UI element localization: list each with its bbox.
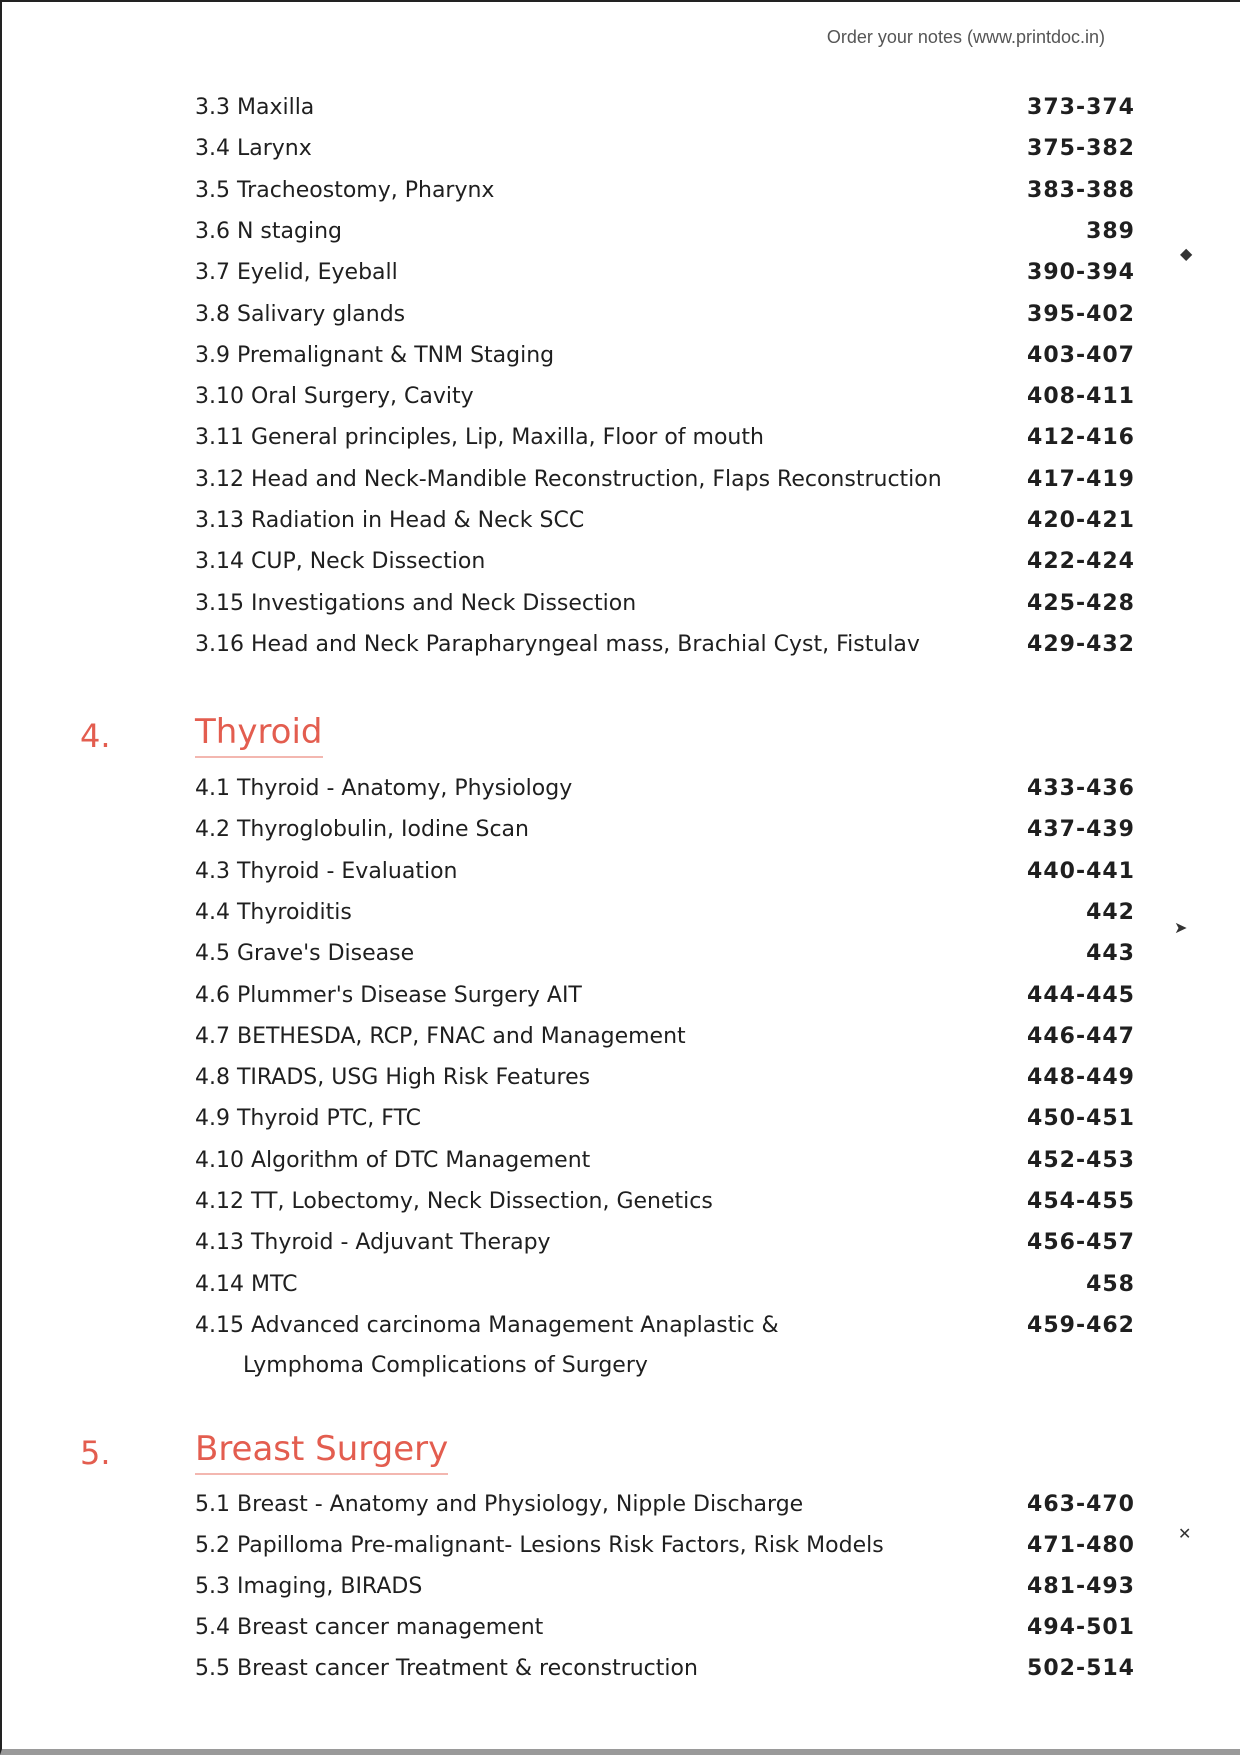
toc-entry-pages: 403-407	[1027, 342, 1135, 368]
toc-entry	[195, 1312, 1135, 1378]
toc-entry	[195, 467, 1135, 507]
toc-entry-pages: 375-382	[1027, 136, 1135, 162]
scan-mark-icon: ➤	[1174, 918, 1188, 937]
toc-entry-pages: 494-501	[1027, 1615, 1135, 1640]
toc-entry-label: 3.6 N staging	[195, 218, 342, 244]
toc-entry	[195, 1492, 1135, 1532]
toc-entry-label: 4.1 Thyroid - Anatomy, Physiology	[195, 776, 573, 801]
toc-entry-label: 4.3 Thyroid - Evaluation	[195, 858, 458, 884]
toc-entry-label: 3.5 Tracheostomy, Pharynx	[195, 177, 495, 203]
toc-entry	[195, 1533, 1135, 1573]
toc-entry-label: 4.13 Thyroid - Adjuvant Therapy	[195, 1230, 551, 1256]
toc-entry-label: 3.4 Larynx	[195, 136, 312, 162]
toc-entry-pages: 425-428	[1027, 590, 1135, 616]
toc-entry	[195, 1106, 1135, 1146]
toc-entry	[195, 136, 1135, 176]
toc-entry-label: 3.3 Maxilla	[195, 95, 315, 120]
toc-entry-pages: 463-470	[1027, 1492, 1135, 1517]
toc-entry	[195, 983, 1135, 1023]
toc-entry-label: 5.5 Breast cancer Treatment & reconstruction	[195, 1656, 698, 1681]
toc-entry-pages: 417-419	[1027, 466, 1135, 492]
toc-entry-pages: 443	[1086, 941, 1135, 967]
toc-entry	[195, 1189, 1135, 1229]
toc-entry	[195, 549, 1135, 589]
toc-entry-pages: 437-439	[1027, 817, 1135, 843]
toc-entry-label: 5.1 Breast - Anatomy and Physiology, Nipple Discharge	[195, 1492, 804, 1517]
section-4-title: Thyroid	[195, 712, 323, 758]
toc-entry	[195, 900, 1135, 940]
toc-entry-pages: 442	[1086, 899, 1135, 925]
toc-entry-pages: 440-441	[1027, 858, 1135, 884]
toc-entry-label: 4.4 Thyroiditis	[195, 899, 352, 925]
toc-entry-pages: 450-451	[1027, 1106, 1135, 1132]
toc-entry-pages: 383-388	[1027, 177, 1135, 203]
toc-entry	[195, 1574, 1135, 1614]
toc-entry-pages: 429-432	[1027, 631, 1135, 657]
toc-entry	[195, 1656, 1135, 1696]
toc-entry-label: 3.8 Salivary glands	[195, 301, 406, 327]
scan-mark-icon: ✕	[1178, 1524, 1192, 1543]
toc-entry-pages: 481-493	[1027, 1574, 1135, 1599]
toc-entry	[195, 1615, 1135, 1655]
toc-entry-label: 3.7 Eyelid, Eyeball	[195, 260, 398, 286]
toc-entry-label: 5.4 Breast cancer management	[195, 1615, 544, 1640]
toc-entry-label: 3.14 CUP, Neck Dissection	[195, 549, 486, 575]
toc-entry-label: 4.8 TIRADS, USG High Risk Features	[195, 1065, 591, 1091]
toc-entry-pages: 448-449	[1027, 1065, 1135, 1091]
toc-entry-pages: 420-421	[1027, 508, 1135, 533]
toc-entry	[195, 178, 1135, 218]
toc-entry-pages: 502-514	[1027, 1656, 1135, 1681]
toc-entry-pages: 452-453	[1027, 1147, 1135, 1173]
toc-entry	[195, 1065, 1135, 1105]
toc-entry-pages: 389	[1086, 218, 1135, 244]
toc-entry-pages: 471-480	[1027, 1533, 1135, 1558]
toc-entry-label: 3.15 Investigations and Neck Dissection	[195, 590, 637, 616]
toc-entry	[195, 591, 1135, 631]
toc-entry	[195, 219, 1135, 259]
toc-entry-pages: 395-402	[1027, 301, 1135, 327]
toc-entry-pages: 446-447	[1027, 1023, 1135, 1049]
toc-entry	[195, 260, 1135, 300]
toc-entry-pages: 373-374	[1027, 95, 1135, 120]
toc-entry	[195, 1024, 1135, 1064]
toc-entry-pages: 444-445	[1027, 982, 1135, 1008]
toc-entry-label: 5.3 Imaging, BIRADS	[195, 1574, 423, 1599]
toc-entry-pages: 422-424	[1027, 549, 1135, 575]
toc-entry	[195, 302, 1135, 342]
toc-entry-label: 3.13 Radiation in Head & Neck SCC	[195, 508, 585, 533]
toc-entry	[195, 776, 1135, 816]
toc-entry-pages: 454-455	[1027, 1189, 1135, 1214]
toc-entry	[195, 1272, 1135, 1312]
toc-entry-label: 4.6 Plummer's Disease Surgery AIT	[195, 982, 582, 1008]
toc-entry	[195, 941, 1135, 981]
toc-entry-pages: 456-457	[1027, 1230, 1135, 1256]
toc-entry	[195, 1230, 1135, 1270]
section-5-title: Breast Surgery	[195, 1429, 448, 1475]
toc-entry-pages: 458	[1086, 1271, 1135, 1297]
toc-entry	[195, 425, 1135, 465]
toc-entry-label: 4.14 MTC	[195, 1271, 298, 1297]
toc-entry	[195, 384, 1135, 424]
toc-entry-pages: 390-394	[1027, 260, 1135, 286]
toc-entry-label: 3.12 Head and Neck-Mandible Reconstruction, Flaps Reconstruction	[195, 466, 942, 492]
toc-entry	[195, 95, 1135, 135]
toc-entry	[195, 817, 1135, 857]
toc-entry	[195, 343, 1135, 383]
toc-entry-label: 3.9 Premalignant & TNM Staging	[195, 342, 555, 368]
toc-entry-label: 4.9 Thyroid PTC, FTC	[195, 1106, 422, 1132]
toc-entry-label: 4.5 Grave's Disease	[195, 941, 415, 967]
toc-entry-pages: 412-416	[1027, 425, 1135, 451]
section-5-number: 5.	[80, 1434, 111, 1472]
section-4-number: 4.	[80, 717, 111, 755]
toc-entry-label: 3.16 Head and Neck Parapharyngeal mass, Brachial Cyst, Fistulav	[195, 631, 920, 657]
toc-entry-label: 4.12 TT, Lobectomy, Neck Dissection, Genetics	[195, 1189, 713, 1214]
toc-entry-label: 4.2 Thyroglobulin, Iodine Scan	[195, 817, 529, 843]
toc-entry-label: 4.15 Advanced carcinoma Management Anaplastic &	[195, 1312, 779, 1338]
toc-entry-label: 3.11 General principles, Lip, Maxilla, Floor of mouth	[195, 425, 764, 451]
toc-entry-pages: 408-411	[1027, 384, 1135, 410]
scan-mark-icon: ◆	[1180, 244, 1193, 263]
toc-entry-pages: 433-436	[1027, 776, 1135, 801]
toc-entry-label: 5.2 Papilloma Pre-malignant- Lesions Risk Factors, Risk Models	[195, 1533, 884, 1558]
toc-entry-label: 4.10 Algorithm of DTC Management	[195, 1147, 591, 1173]
header-text: Order your notes (www.printdoc.in)	[826, 27, 1105, 47]
toc-entry-label-continued: Lymphoma Complications of Surgery	[243, 1352, 648, 1378]
toc-entry-label: 4.7 BETHESDA, RCP, FNAC and Management	[195, 1023, 686, 1049]
toc-entry	[195, 508, 1135, 548]
toc-entry-pages: 459-462	[1027, 1312, 1135, 1338]
toc-entry	[195, 632, 1135, 672]
toc-entry-label: 3.10 Oral Surgery, Cavity	[195, 384, 474, 410]
toc-entry	[195, 1148, 1135, 1188]
toc-entry	[195, 859, 1135, 899]
